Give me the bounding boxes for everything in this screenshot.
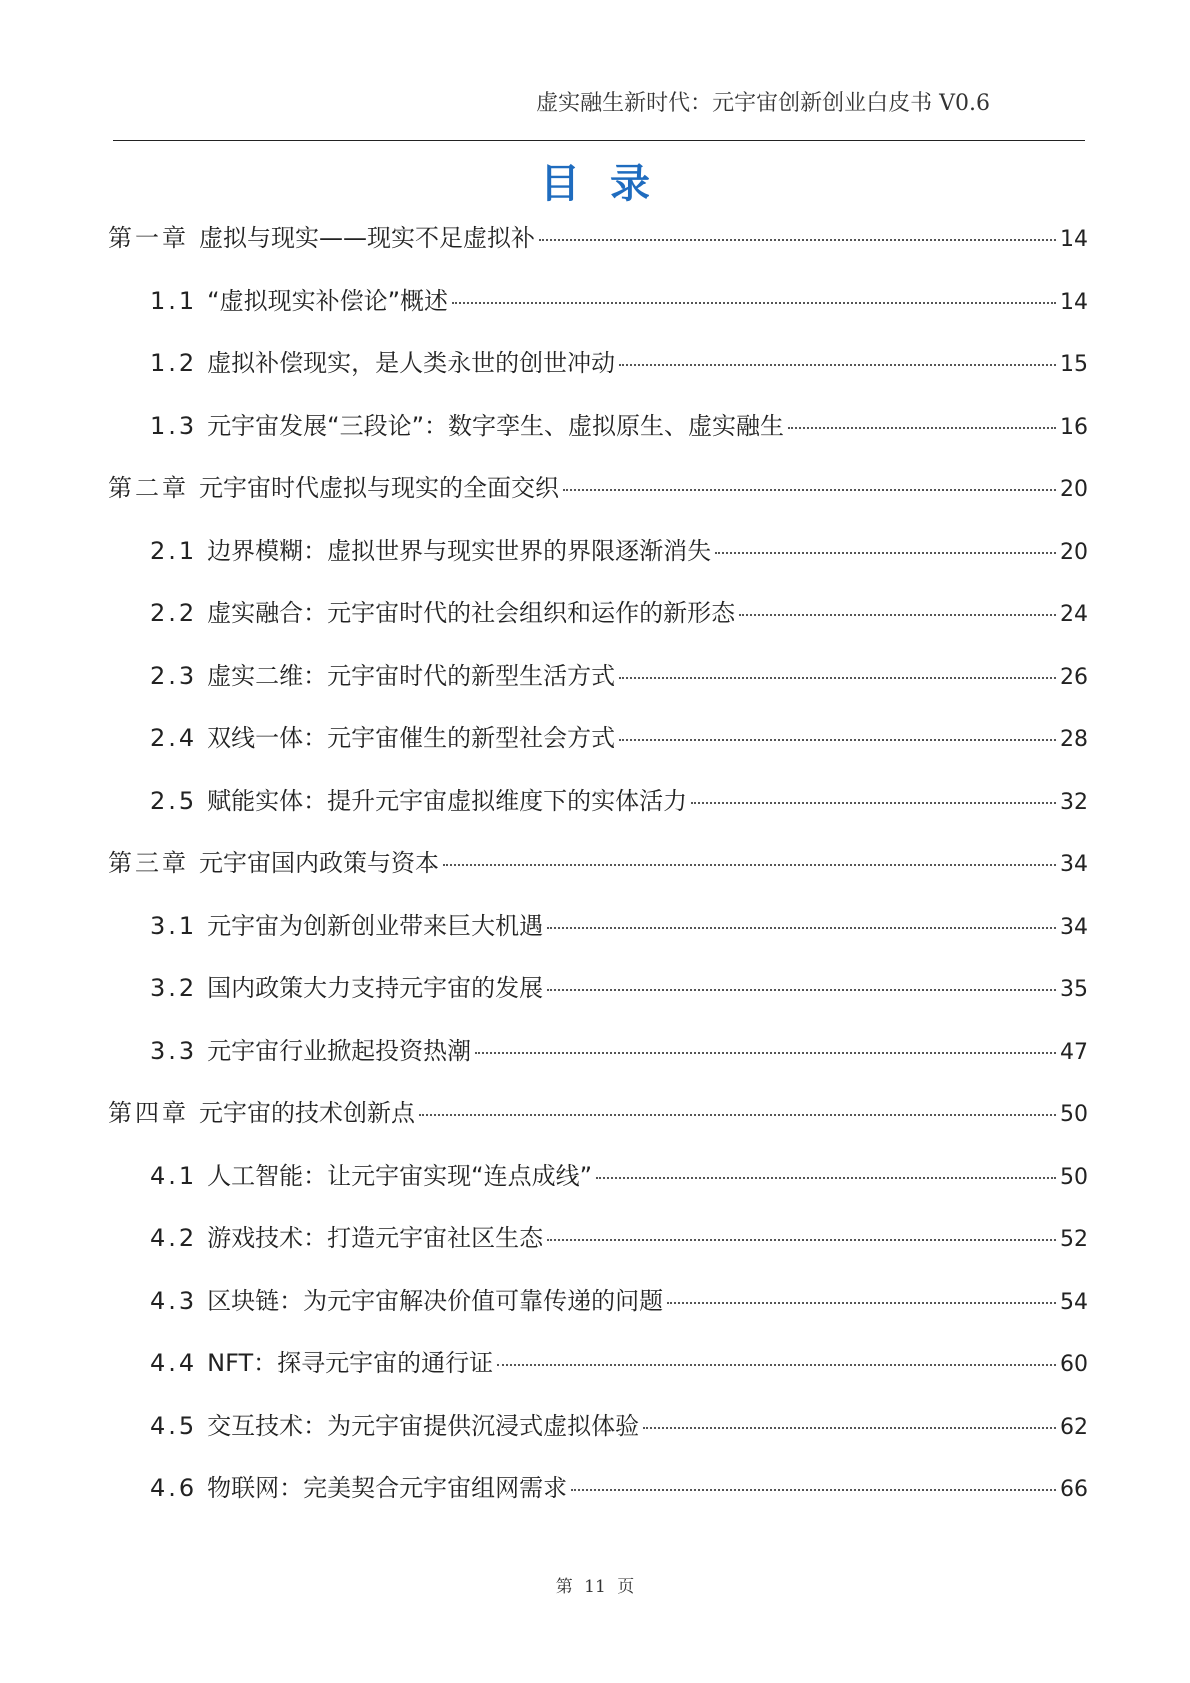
dot-leader	[596, 1177, 1056, 1179]
toc-entry-page-number: 20	[1060, 477, 1088, 502]
toc-entry-number: 4.3	[150, 1286, 198, 1315]
toc-entry-page-number: 15	[1060, 352, 1088, 377]
toc-chapter-entry[interactable]	[108, 832, 1088, 895]
toc-entry-page-number: 34	[1060, 914, 1088, 940]
toc-entry-number: 3.1	[150, 911, 198, 940]
toc-entry-page-number: 54	[1060, 1289, 1088, 1315]
toc-entry-number: 4.2	[150, 1224, 198, 1252]
toc-entry-label	[108, 1082, 415, 1145]
toc-entry-title: 元宇宙时代虚拟与现实的全面交织	[199, 474, 559, 502]
toc-section-entry[interactable]	[108, 957, 1088, 1020]
toc-entry-label	[150, 1020, 471, 1083]
toc-entry-title: 国内政策大力支持元宇宙的发展	[207, 974, 544, 1002]
toc-entry-title: 人工智能：让元宇宙实现“连点成线”	[207, 1161, 593, 1190]
toc-entry-page-number: 26	[1060, 664, 1088, 690]
dot-leader	[715, 552, 1056, 554]
toc-chapter-entry[interactable]	[108, 207, 1088, 270]
toc-entry-title: NFT：探寻元宇宙的通行证	[207, 1349, 494, 1377]
toc-entry-title: 元宇宙国内政策与资本	[199, 849, 439, 877]
toc-entry-title: 双线一体：元宇宙催生的新型社会方式	[207, 724, 616, 752]
toc-section-entry[interactable]	[108, 1270, 1088, 1333]
toc-section-entry[interactable]	[108, 1457, 1088, 1520]
toc-entry-title: 物联网：完美契合元宇宙组网需求	[207, 1474, 568, 1502]
toc-section-entry[interactable]	[108, 582, 1088, 645]
dot-leader	[619, 677, 1056, 679]
toc-section-entry[interactable]	[108, 1207, 1088, 1270]
toc-entry-title: 虚拟与现实——现实不足虚拟补	[199, 224, 535, 252]
toc-entry-title: 元宇宙行业掀起投资热潮	[207, 1036, 472, 1065]
toc-title: 目录	[540, 161, 680, 207]
toc-entry-title: 元宇宙为创新创业带来巨大机遇	[207, 911, 544, 940]
toc-entry-label	[150, 1332, 493, 1395]
toc-entry-number: 第四章	[108, 1099, 189, 1127]
toc-chapter-entry[interactable]	[108, 457, 1088, 520]
toc-entry-page-number: 50	[1060, 1164, 1088, 1190]
toc-entry-page-number: 52	[1060, 1227, 1088, 1252]
dot-leader	[539, 239, 1056, 241]
dot-leader	[475, 1052, 1056, 1054]
table-of-contents	[108, 207, 1088, 1520]
toc-entry-number: 4.1	[150, 1161, 198, 1190]
toc-entry-title: “虚拟现实补偿论”概述	[207, 286, 449, 315]
toc-entry-number: 2.4	[150, 724, 198, 752]
toc-entry-title: 游戏技术：打造元宇宙社区生态	[207, 1224, 544, 1252]
dot-leader	[667, 1302, 1056, 1304]
toc-entry-page-number: 32	[1060, 789, 1088, 815]
toc-entry-number: 1.3	[150, 411, 198, 440]
toc-entry-number: 第三章	[108, 849, 189, 877]
toc-section-entry[interactable]	[108, 1145, 1088, 1208]
toc-entry-title: 元宇宙发展“三段论”：数字孪生、虚拟原生、虚实融生	[207, 411, 785, 440]
toc-entry-label	[150, 1457, 567, 1520]
toc-entry-title: 虚实融合：元宇宙时代的社会组织和运作的新形态	[207, 599, 736, 627]
toc-entry-number: 4.4	[150, 1349, 198, 1377]
toc-entry-page-number: 24	[1060, 602, 1088, 627]
dot-leader	[571, 1489, 1056, 1491]
toc-section-entry[interactable]	[108, 707, 1088, 770]
toc-entry-label	[150, 1395, 639, 1458]
toc-entry-label	[108, 832, 439, 895]
running-header: 虚实融生新时代：元宇宙创新创业白皮书 V0.6	[536, 91, 990, 116]
dot-leader	[788, 427, 1056, 429]
toc-entry-number: 1.1	[150, 286, 198, 315]
toc-entry-label	[150, 395, 784, 458]
toc-entry-number: 2.1	[150, 536, 198, 565]
toc-entry-title: 虚实二维：元宇宙时代的新型生活方式	[207, 661, 616, 690]
toc-entry-label	[150, 520, 711, 583]
toc-entry-number: 1.2	[150, 349, 198, 377]
toc-entry-page-number: 20	[1060, 539, 1088, 565]
toc-entry-label	[150, 582, 735, 645]
toc-entry-label	[108, 207, 535, 270]
toc-entry-number: 2.5	[150, 786, 198, 815]
toc-entry-page-number: 14	[1060, 227, 1088, 252]
dot-leader	[643, 1427, 1056, 1429]
header-rule	[113, 140, 1085, 141]
toc-section-entry[interactable]	[108, 395, 1088, 458]
toc-entry-number: 2.3	[150, 661, 198, 690]
toc-entry-page-number: 28	[1060, 727, 1088, 752]
toc-entry-number: 3.2	[150, 974, 198, 1002]
toc-chapter-entry[interactable]	[108, 1082, 1088, 1145]
toc-entry-number: 4.6	[150, 1474, 198, 1502]
page-number-footer: 第 11 页	[555, 1577, 635, 1597]
dot-leader	[547, 1239, 1056, 1241]
toc-entry-label	[150, 1270, 663, 1333]
toc-entry-title: 虚拟补偿现实，是人类永世的创世冲动	[207, 349, 616, 377]
dot-leader	[547, 927, 1056, 929]
toc-entry-page-number: 62	[1060, 1414, 1088, 1440]
toc-entry-label	[150, 895, 543, 958]
dot-leader	[619, 364, 1056, 366]
toc-entry-label	[150, 645, 615, 708]
toc-entry-label	[150, 770, 687, 833]
toc-section-entry[interactable]	[108, 645, 1088, 708]
dot-leader	[497, 1364, 1056, 1366]
toc-entry-label	[150, 957, 543, 1020]
dot-leader	[547, 989, 1056, 991]
toc-entry-page-number: 35	[1060, 977, 1088, 1002]
toc-entry-page-number: 60	[1060, 1352, 1088, 1377]
toc-entry-label	[108, 457, 559, 520]
toc-entry-title: 边界模糊：虚拟世界与现实世界的界限逐渐消失	[207, 536, 712, 565]
toc-entry-page-number: 34	[1060, 852, 1088, 877]
dot-leader	[619, 739, 1056, 741]
toc-entry-number: 3.3	[150, 1036, 198, 1065]
toc-entry-label	[150, 707, 615, 770]
dot-leader	[691, 802, 1056, 804]
toc-section-entry[interactable]	[108, 1395, 1088, 1458]
toc-section-entry[interactable]	[108, 270, 1088, 333]
toc-entry-page-number: 16	[1060, 414, 1088, 440]
toc-entry-page-number: 14	[1060, 289, 1088, 315]
dot-leader	[563, 489, 1056, 491]
toc-entry-label	[150, 1145, 592, 1208]
toc-entry-title: 区块链：为元宇宙解决价值可靠传递的问题	[207, 1286, 664, 1315]
toc-section-entry[interactable]	[108, 332, 1088, 395]
toc-section-entry[interactable]	[108, 1332, 1088, 1395]
toc-entry-label	[150, 270, 448, 333]
dot-leader	[443, 864, 1056, 866]
toc-entry-number: 2.2	[150, 599, 198, 627]
toc-entry-page-number: 66	[1060, 1477, 1088, 1502]
dot-leader	[452, 302, 1056, 304]
toc-entry-number: 第一章	[108, 224, 189, 252]
dot-leader	[739, 614, 1056, 616]
toc-entry-title: 交互技术：为元宇宙提供沉浸式虚拟体验	[207, 1411, 640, 1440]
dot-leader	[419, 1114, 1056, 1116]
toc-entry-number: 第二章	[108, 474, 189, 502]
toc-entry-number: 4.5	[150, 1411, 198, 1440]
toc-entry-label	[150, 332, 615, 395]
toc-section-entry[interactable]	[108, 895, 1088, 958]
toc-section-entry[interactable]	[108, 770, 1088, 833]
toc-entry-label	[150, 1207, 543, 1270]
toc-entry-page-number: 47	[1060, 1039, 1088, 1065]
toc-entry-title: 元宇宙的技术创新点	[199, 1099, 415, 1127]
toc-entry-page-number: 50	[1060, 1102, 1088, 1127]
toc-section-entry[interactable]	[108, 1020, 1088, 1083]
toc-section-entry[interactable]	[108, 520, 1088, 583]
toc-entry-title: 赋能实体：提升元宇宙虚拟维度下的实体活力	[207, 786, 688, 815]
